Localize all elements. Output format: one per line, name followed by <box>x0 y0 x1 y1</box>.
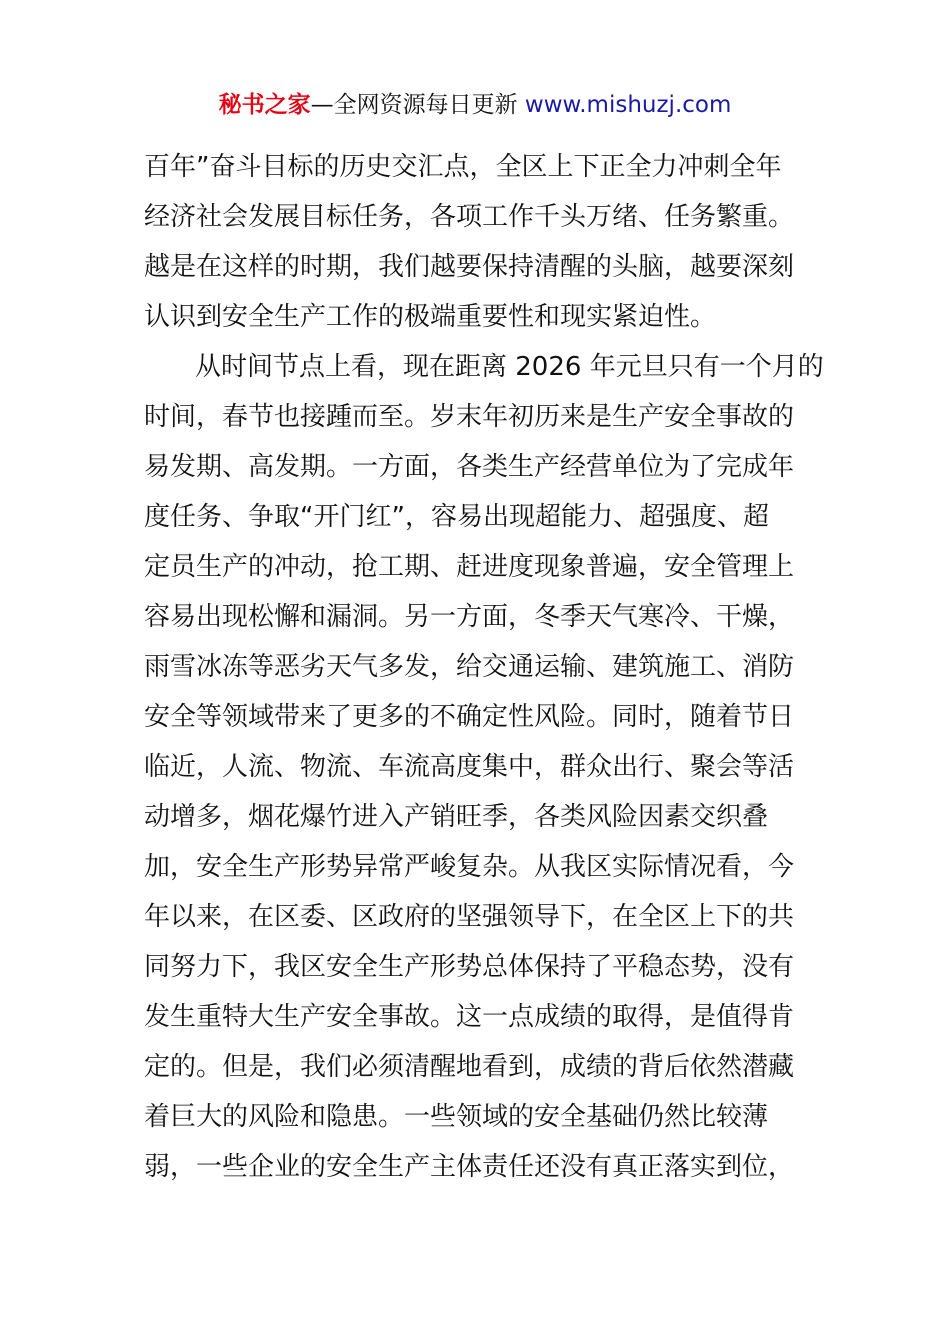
text-line: 雨雪冰冻等恶劣天气多发，给交通运输、建筑施工、消防 <box>144 652 795 682</box>
text-line: 定的。但是，我们必须清醒地看到，成绩的背后依然潜藏 <box>144 1052 795 1082</box>
text-line: 弱，一些企业的安全生产主体责任还没有真正落实到位， <box>144 1152 795 1182</box>
text-line: 易发期、高发期。一方面，各类生产经营单位为了完成年 <box>144 452 795 482</box>
page-header <box>0 88 950 122</box>
site-brand: 秘书之家 <box>218 92 311 118</box>
text-line: 定员生产的冲动，抢工期、赶进度现象普遍，安全管理上 <box>144 552 795 582</box>
text-line: 经济社会发展目标任务，各项工作千头万绪、任务繁重。 <box>144 202 795 232</box>
text-line: 年以来，在区委、区政府的坚强领导下，在全区上下的共 <box>144 902 795 932</box>
text-line: 加，安全生产形势异常严峻复杂。从我区实际情况看，今 <box>144 852 795 882</box>
text-line: 容易出现松懈和漏洞。另一方面，冬季天气寒冷、干燥， <box>144 602 795 632</box>
text-line: 着巨大的风险和隐患。一些领域的安全基础仍然比较薄 <box>144 1102 769 1132</box>
site-tagline: —全网资源每日更新 <box>310 92 525 118</box>
text-line: 动增多，烟花爆竹进入产销旺季，各类风险因素交织叠 <box>144 802 769 832</box>
text-line: 同努力下，我区安全生产形势总体保持了平稳态势，没有 <box>144 952 795 982</box>
text-line: 百年”奋斗目标的历史交汇点，全区上下正全力冲刺全年 <box>144 152 782 182</box>
text-line: 度任务、争取“开门红”，容易出现超能力、超强度、超 <box>144 502 769 532</box>
text-line: 安全等领域带来了更多的不确定性风险。同时，随着节日 <box>144 702 795 732</box>
text-line: 越是在这样的时期，我们越要保持清醒的头脑，越要深刻 <box>144 252 795 282</box>
site-url[interactable]: www.mishuzj.com <box>524 92 732 118</box>
text-line: 时间，春节也接踵而至。岁末年初历来是生产安全事故的 <box>144 402 795 432</box>
text-line: 临近，人流、物流、车流高度集中，群众出行、聚会等活 <box>144 752 795 782</box>
text-line: 发生重特大生产安全事故。这一点成绩的取得，是值得肯 <box>144 1002 795 1032</box>
document-body <box>144 150 824 1200</box>
text-line: 认识到安全生产工作的极端重要性和现实紧迫性。 <box>144 302 717 332</box>
paragraph-start-line: 从时间节点上看，现在距离 2026 年元旦只有一个月的 <box>195 352 824 382</box>
